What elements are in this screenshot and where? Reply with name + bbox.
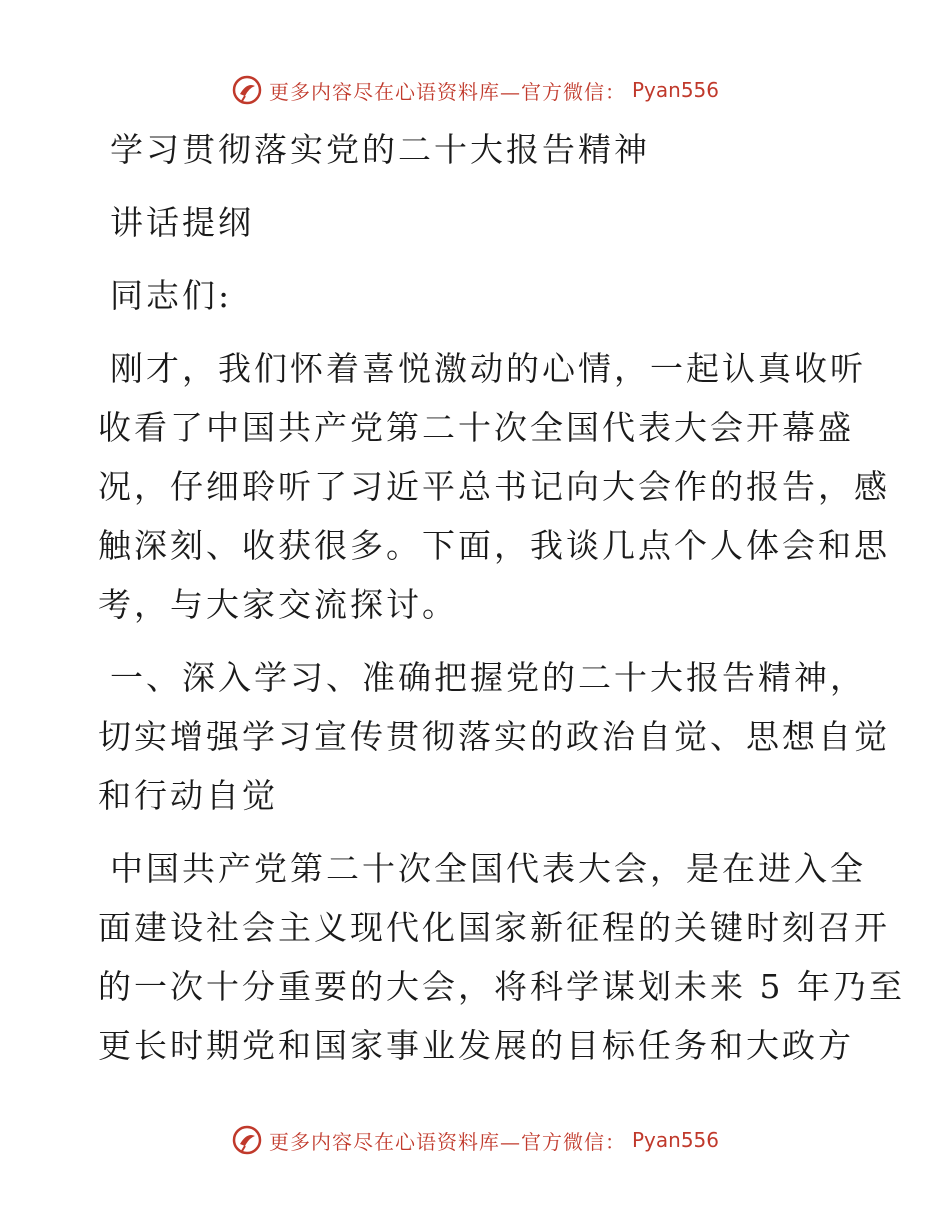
paragraph-2 <box>98 839 905 1075</box>
paragraph-line: 面建设社会主义现代化国家新征程的关键时刻召开 <box>98 908 890 947</box>
salutation: 同志们: <box>110 276 233 315</box>
paragraph-1 <box>98 339 890 634</box>
document-body <box>98 120 905 1075</box>
banner-text: 更多内容尽在心语资料库—官方微信： <box>268 79 626 104</box>
paragraph-line: 收看了中国共产党第二十次全国代表大会开幕盛 <box>98 408 854 447</box>
heading-line: 切实增强学习宣传贯彻落实的政治自觉、思想自觉 <box>98 717 890 756</box>
document-subtitle: 讲话提纲 <box>110 203 254 242</box>
heading-line: 一、深入学习、准确把握党的二十大报告精神， <box>110 658 866 697</box>
paragraph-line: 触深刻、收获很多。下面，我谈几点个人体会和思 <box>98 526 890 565</box>
paragraph-line: 考，与大家交流探讨。 <box>98 585 458 624</box>
paragraph-line: 更长时期党和国家事业发展的目标任务和大政方 <box>98 1026 854 1065</box>
document-title: 学习贯彻落实党的二十大报告精神 <box>110 130 650 169</box>
banner-wechat-id: Pyan556 <box>631 78 719 102</box>
section-heading-1 <box>98 648 890 825</box>
banner-text: 更多内容尽在心语资料库—官方微信： <box>268 1129 626 1154</box>
library-logo-icon <box>231 1124 263 1156</box>
paragraph-line: 的一次十分重要的大会，将科学谋划未来 5 年乃至 <box>98 967 905 1006</box>
footer-banner <box>0 1120 950 1160</box>
paragraph-line: 况，仔细聆听了习近平总书记向大会作的报告，感 <box>98 467 890 506</box>
paragraph-line: 刚才，我们怀着喜悦激动的心情，一起认真收听 <box>110 349 866 388</box>
library-logo-icon <box>231 74 263 106</box>
paragraph-line: 中国共产党第二十次全国代表大会，是在进入全 <box>110 849 866 888</box>
header-banner <box>0 70 950 110</box>
heading-line: 和行动自觉 <box>98 776 278 815</box>
banner-wechat-id: Pyan556 <box>631 1128 719 1152</box>
